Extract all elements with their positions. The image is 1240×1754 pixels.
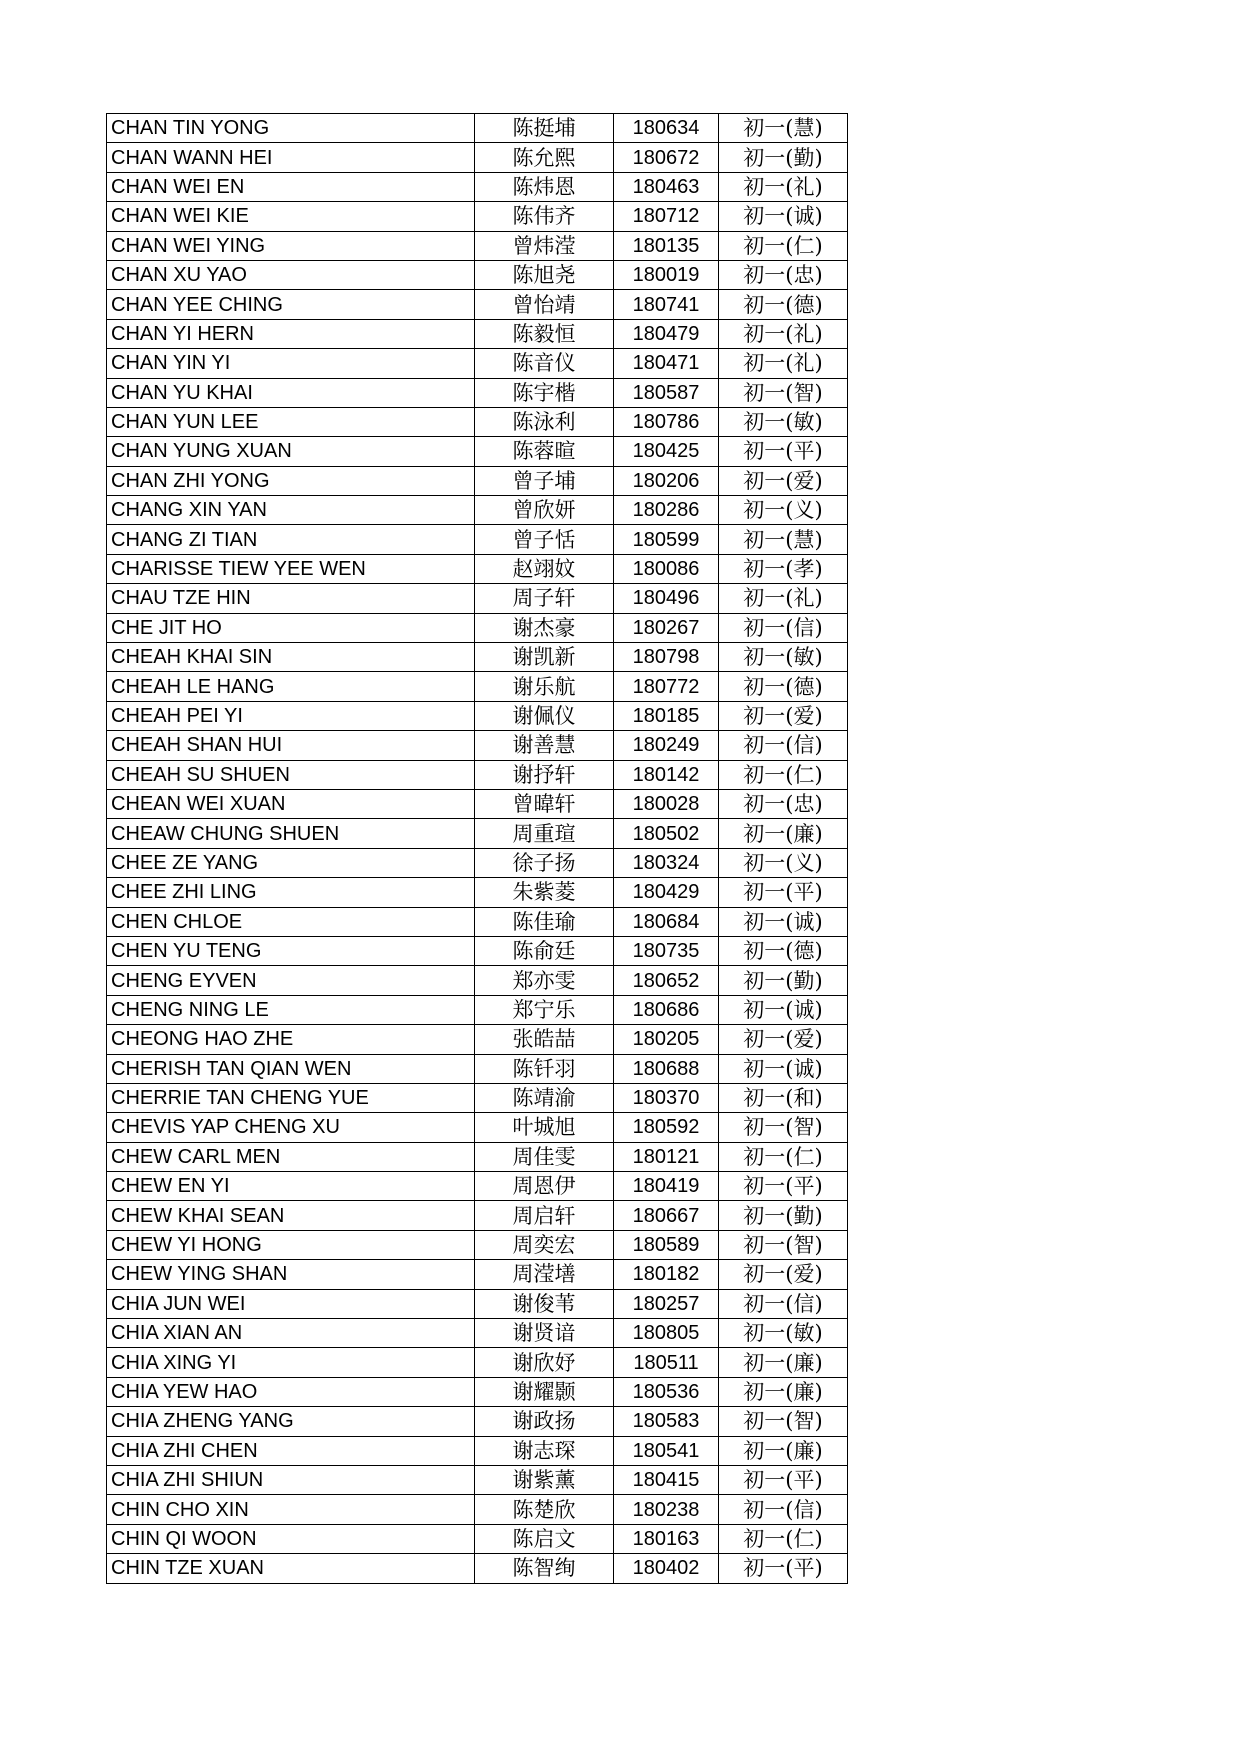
table-row <box>107 1319 848 1348</box>
table-row <box>107 760 848 789</box>
class-cell: 初一(平) <box>719 1172 848 1201</box>
chinese-name-cell: 周恩伊 <box>475 1172 614 1201</box>
student-name-cell: CHAN WEI EN <box>107 172 475 201</box>
class-cell: 初一(敏) <box>719 407 848 436</box>
chinese-name-cell: 谢凯新 <box>475 643 614 672</box>
table-row <box>107 143 848 172</box>
student-name-cell: CHEE ZHI LING <box>107 878 475 907</box>
table-row <box>107 1495 848 1524</box>
class-cell: 初一(慧) <box>719 525 848 554</box>
student-name-cell: CHIN QI WOON <box>107 1524 475 1553</box>
student-id-cell: 180286 <box>614 496 719 525</box>
chinese-name-cell: 曾子恬 <box>475 525 614 554</box>
student-id-cell: 180086 <box>614 554 719 583</box>
class-cell: 初一(勤) <box>719 143 848 172</box>
table-row <box>107 1172 848 1201</box>
student-name-cell: CHAN WEI YING <box>107 231 475 260</box>
class-cell: 初一(爱) <box>719 466 848 495</box>
class-cell: 初一(勤) <box>719 1201 848 1230</box>
chinese-name-cell: 赵翊妏 <box>475 554 614 583</box>
student-name-cell: CHAU TZE HIN <box>107 584 475 613</box>
student-name-cell: CHIA XIAN AN <box>107 1319 475 1348</box>
student-id-cell: 180684 <box>614 907 719 936</box>
table-row <box>107 378 848 407</box>
table-row <box>107 525 848 554</box>
chinese-name-cell: 陈启文 <box>475 1524 614 1553</box>
student-id-cell: 180786 <box>614 407 719 436</box>
class-cell: 初一(爱) <box>719 1025 848 1054</box>
table-row <box>107 878 848 907</box>
student-id-cell: 180163 <box>614 1524 719 1553</box>
student-name-cell: CHAN XU YAO <box>107 260 475 289</box>
table-row <box>107 1230 848 1259</box>
student-id-cell: 180735 <box>614 936 719 965</box>
student-name-cell: CHIN TZE XUAN <box>107 1554 475 1583</box>
student-name-cell: CHEW EN YI <box>107 1172 475 1201</box>
table-row <box>107 1260 848 1289</box>
chinese-name-cell: 陈旭尧 <box>475 260 614 289</box>
student-name-cell: CHENG EYVEN <box>107 966 475 995</box>
class-cell: 初一(慧) <box>719 114 848 143</box>
table-row <box>107 848 848 877</box>
student-name-cell: CHIA YEW HAO <box>107 1377 475 1406</box>
student-name-cell: CHAN TIN YONG <box>107 114 475 143</box>
table-row <box>107 936 848 965</box>
chinese-name-cell: 谢抒轩 <box>475 760 614 789</box>
class-cell: 初一(廉) <box>719 819 848 848</box>
chinese-name-cell: 谢杰豪 <box>475 613 614 642</box>
class-cell: 初一(平) <box>719 1465 848 1494</box>
student-name-cell: CHARISSE TIEW YEE WEN <box>107 554 475 583</box>
student-id-cell: 180238 <box>614 1495 719 1524</box>
student-name-cell: CHEVIS YAP CHENG XU <box>107 1113 475 1142</box>
table-row <box>107 995 848 1024</box>
class-cell: 初一(廉) <box>719 1348 848 1377</box>
class-cell: 初一(义) <box>719 496 848 525</box>
student-name-cell: CHERISH TAN QIAN WEN <box>107 1054 475 1083</box>
student-id-cell: 180589 <box>614 1230 719 1259</box>
chinese-name-cell: 曾欣妍 <box>475 496 614 525</box>
student-id-cell: 180471 <box>614 349 719 378</box>
student-name-cell: CHEONG HAO ZHE <box>107 1025 475 1054</box>
chinese-name-cell: 陈智绚 <box>475 1554 614 1583</box>
student-id-cell: 180772 <box>614 672 719 701</box>
student-name-cell: CHANG XIN YAN <box>107 496 475 525</box>
student-id-cell: 180741 <box>614 290 719 319</box>
chinese-name-cell: 谢乐航 <box>475 672 614 701</box>
table-row <box>107 172 848 201</box>
student-id-cell: 180583 <box>614 1407 719 1436</box>
class-cell: 初一(忠) <box>719 260 848 289</box>
chinese-name-cell: 谢俊苇 <box>475 1289 614 1318</box>
student-name-cell: CHAN YUNG XUAN <box>107 437 475 466</box>
table-row <box>107 789 848 818</box>
student-name-cell: CHANG ZI TIAN <box>107 525 475 554</box>
chinese-name-cell: 陈靖渝 <box>475 1083 614 1112</box>
student-id-cell: 180429 <box>614 878 719 907</box>
chinese-name-cell: 陈挺埔 <box>475 114 614 143</box>
student-name-cell: CHEW CARL MEN <box>107 1142 475 1171</box>
student-id-cell: 180019 <box>614 260 719 289</box>
table-row <box>107 907 848 936</box>
student-name-cell: CHENG NING LE <box>107 995 475 1024</box>
student-id-cell: 180798 <box>614 643 719 672</box>
class-cell: 初一(智) <box>719 378 848 407</box>
student-name-cell: CHAN YEE CHING <box>107 290 475 319</box>
table-row <box>107 554 848 583</box>
student-name-cell: CHIA ZHENG YANG <box>107 1407 475 1436</box>
table-row <box>107 319 848 348</box>
student-id-cell: 180541 <box>614 1436 719 1465</box>
student-name-cell: CHAN YU KHAI <box>107 378 475 407</box>
class-cell: 初一(敏) <box>719 643 848 672</box>
student-id-cell: 180805 <box>614 1319 719 1348</box>
table-row <box>107 1201 848 1230</box>
table-row <box>107 1554 848 1583</box>
student-roster-table <box>106 113 848 1584</box>
chinese-name-cell: 陈宇楷 <box>475 378 614 407</box>
student-id-cell: 180511 <box>614 1348 719 1377</box>
chinese-name-cell: 陈毅恒 <box>475 319 614 348</box>
student-name-cell: CHE JIT HO <box>107 613 475 642</box>
student-id-cell: 180672 <box>614 143 719 172</box>
student-id-cell: 180425 <box>614 437 719 466</box>
table-row <box>107 1083 848 1112</box>
chinese-name-cell: 谢政扬 <box>475 1407 614 1436</box>
table-row <box>107 672 848 701</box>
student-name-cell: CHERRIE TAN CHENG YUE <box>107 1083 475 1112</box>
student-id-cell: 180182 <box>614 1260 719 1289</box>
class-cell: 初一(礼) <box>719 319 848 348</box>
table-row <box>107 1025 848 1054</box>
class-cell: 初一(平) <box>719 437 848 466</box>
chinese-name-cell: 陈俞廷 <box>475 936 614 965</box>
table-row <box>107 290 848 319</box>
table-row <box>107 466 848 495</box>
student-name-cell: CHAN ZHI YONG <box>107 466 475 495</box>
student-name-cell: CHEE ZE YANG <box>107 848 475 877</box>
table-row <box>107 701 848 730</box>
chinese-name-cell: 周子轩 <box>475 584 614 613</box>
chinese-name-cell: 周佳雯 <box>475 1142 614 1171</box>
student-name-cell: CHEAH KHAI SIN <box>107 643 475 672</box>
chinese-name-cell: 谢善慧 <box>475 731 614 760</box>
table-row <box>107 1407 848 1436</box>
class-cell: 初一(信) <box>719 1289 848 1318</box>
chinese-name-cell: 陈佳瑜 <box>475 907 614 936</box>
class-cell: 初一(信) <box>719 613 848 642</box>
class-cell: 初一(仁) <box>719 760 848 789</box>
table-row <box>107 349 848 378</box>
student-name-cell: CHIA JUN WEI <box>107 1289 475 1318</box>
table-row <box>107 1524 848 1553</box>
table-row <box>107 643 848 672</box>
table-row <box>107 1348 848 1377</box>
student-id-cell: 180634 <box>614 114 719 143</box>
class-cell: 初一(智) <box>719 1113 848 1142</box>
chinese-name-cell: 谢志琛 <box>475 1436 614 1465</box>
chinese-name-cell: 周奕宏 <box>475 1230 614 1259</box>
student-name-cell: CHAN WANN HEI <box>107 143 475 172</box>
student-id-cell: 180599 <box>614 525 719 554</box>
table-row <box>107 1113 848 1142</box>
chinese-name-cell: 谢紫薰 <box>475 1465 614 1494</box>
chinese-name-cell: 陈泳利 <box>475 407 614 436</box>
table-row <box>107 1436 848 1465</box>
class-cell: 初一(诚) <box>719 907 848 936</box>
table-row <box>107 437 848 466</box>
class-cell: 初一(孝) <box>719 554 848 583</box>
student-id-cell: 180463 <box>614 172 719 201</box>
student-id-cell: 180267 <box>614 613 719 642</box>
student-id-cell: 180667 <box>614 1201 719 1230</box>
student-id-cell: 180712 <box>614 202 719 231</box>
student-id-cell: 180496 <box>614 584 719 613</box>
student-name-cell: CHIA ZHI SHIUN <box>107 1465 475 1494</box>
chinese-name-cell: 陈音仪 <box>475 349 614 378</box>
table-row <box>107 231 848 260</box>
chinese-name-cell: 陈允熙 <box>475 143 614 172</box>
student-id-cell: 180142 <box>614 760 719 789</box>
student-id-cell: 180370 <box>614 1083 719 1112</box>
chinese-name-cell: 谢佩仪 <box>475 701 614 730</box>
table-row <box>107 407 848 436</box>
student-id-cell: 180121 <box>614 1142 719 1171</box>
table-row <box>107 966 848 995</box>
chinese-name-cell: 徐子扬 <box>475 848 614 877</box>
student-name-cell: CHIA ZHI CHEN <box>107 1436 475 1465</box>
student-name-cell: CHAN YI HERN <box>107 319 475 348</box>
class-cell: 初一(礼) <box>719 349 848 378</box>
student-name-cell: CHAN WEI KIE <box>107 202 475 231</box>
student-name-cell: CHEAH PEI YI <box>107 701 475 730</box>
class-cell: 初一(平) <box>719 1554 848 1583</box>
student-id-cell: 180206 <box>614 466 719 495</box>
chinese-name-cell: 郑亦雯 <box>475 966 614 995</box>
class-cell: 初一(信) <box>719 1495 848 1524</box>
table-row <box>107 819 848 848</box>
chinese-name-cell: 谢欣妤 <box>475 1348 614 1377</box>
student-id-cell: 180249 <box>614 731 719 760</box>
class-cell: 初一(勤) <box>719 966 848 995</box>
chinese-name-cell: 陈炜恩 <box>475 172 614 201</box>
class-cell: 初一(廉) <box>719 1436 848 1465</box>
class-cell: 初一(义) <box>719 848 848 877</box>
student-id-cell: 180415 <box>614 1465 719 1494</box>
class-cell: 初一(信) <box>719 731 848 760</box>
student-name-cell: CHEN CHLOE <box>107 907 475 936</box>
chinese-name-cell: 曾炜滢 <box>475 231 614 260</box>
table-row <box>107 731 848 760</box>
class-cell: 初一(诚) <box>719 1054 848 1083</box>
class-cell: 初一(廉) <box>719 1377 848 1406</box>
student-name-cell: CHIN CHO XIN <box>107 1495 475 1524</box>
student-id-cell: 180587 <box>614 378 719 407</box>
student-id-cell: 180502 <box>614 819 719 848</box>
chinese-name-cell: 谢贤谙 <box>475 1319 614 1348</box>
chinese-name-cell: 张皓喆 <box>475 1025 614 1054</box>
chinese-name-cell: 朱紫菱 <box>475 878 614 907</box>
student-id-cell: 180028 <box>614 789 719 818</box>
class-cell: 初一(礼) <box>719 172 848 201</box>
class-cell: 初一(仁) <box>719 1524 848 1553</box>
class-cell: 初一(智) <box>719 1407 848 1436</box>
student-name-cell: CHAN YUN LEE <box>107 407 475 436</box>
student-name-cell: CHEAH SU SHUEN <box>107 760 475 789</box>
class-cell: 初一(爱) <box>719 701 848 730</box>
student-name-cell: CHEAH SHAN HUI <box>107 731 475 760</box>
class-cell: 初一(德) <box>719 290 848 319</box>
student-roster-body <box>107 114 848 1584</box>
chinese-name-cell: 陈蓉暄 <box>475 437 614 466</box>
table-row <box>107 613 848 642</box>
class-cell: 初一(诚) <box>719 202 848 231</box>
student-name-cell: CHAN YIN YI <box>107 349 475 378</box>
table-row <box>107 1054 848 1083</box>
chinese-name-cell: 周重瑄 <box>475 819 614 848</box>
chinese-name-cell: 陈钎羽 <box>475 1054 614 1083</box>
class-cell: 初一(忠) <box>719 789 848 818</box>
chinese-name-cell: 陈楚欣 <box>475 1495 614 1524</box>
class-cell: 初一(礼) <box>719 584 848 613</box>
student-id-cell: 180257 <box>614 1289 719 1318</box>
student-id-cell: 180419 <box>614 1172 719 1201</box>
student-name-cell: CHEW YI HONG <box>107 1230 475 1259</box>
class-cell: 初一(和) <box>719 1083 848 1112</box>
class-cell: 初一(仁) <box>719 1142 848 1171</box>
table-row <box>107 114 848 143</box>
chinese-name-cell: 周滢墡 <box>475 1260 614 1289</box>
chinese-name-cell: 叶城旭 <box>475 1113 614 1142</box>
table-row <box>107 1289 848 1318</box>
student-id-cell: 180688 <box>614 1054 719 1083</box>
student-name-cell: CHIA XING YI <box>107 1348 475 1377</box>
table-row <box>107 584 848 613</box>
student-name-cell: CHEAN WEI XUAN <box>107 789 475 818</box>
student-id-cell: 180185 <box>614 701 719 730</box>
student-name-cell: CHEAW CHUNG SHUEN <box>107 819 475 848</box>
class-cell: 初一(智) <box>719 1230 848 1259</box>
table-row <box>107 1465 848 1494</box>
student-name-cell: CHEAH LE HANG <box>107 672 475 701</box>
table-row <box>107 1377 848 1406</box>
chinese-name-cell: 郑宁乐 <box>475 995 614 1024</box>
table-row <box>107 496 848 525</box>
chinese-name-cell: 陈伟齐 <box>475 202 614 231</box>
student-id-cell: 180205 <box>614 1025 719 1054</box>
student-id-cell: 180536 <box>614 1377 719 1406</box>
class-cell: 初一(敏) <box>719 1319 848 1348</box>
chinese-name-cell: 曾怡靖 <box>475 290 614 319</box>
class-cell: 初一(德) <box>719 936 848 965</box>
chinese-name-cell: 周启轩 <box>475 1201 614 1230</box>
student-id-cell: 180686 <box>614 995 719 1024</box>
chinese-name-cell: 曾暐轩 <box>475 789 614 818</box>
student-name-cell: CHEW KHAI SEAN <box>107 1201 475 1230</box>
table-row <box>107 202 848 231</box>
student-name-cell: CHEN YU TENG <box>107 936 475 965</box>
student-id-cell: 180135 <box>614 231 719 260</box>
student-id-cell: 180402 <box>614 1554 719 1583</box>
student-name-cell: CHEW YING SHAN <box>107 1260 475 1289</box>
chinese-name-cell: 曾子埔 <box>475 466 614 495</box>
class-cell: 初一(仁) <box>719 231 848 260</box>
student-id-cell: 180479 <box>614 319 719 348</box>
class-cell: 初一(德) <box>719 672 848 701</box>
student-id-cell: 180592 <box>614 1113 719 1142</box>
table-row <box>107 1142 848 1171</box>
chinese-name-cell: 谢耀颢 <box>475 1377 614 1406</box>
class-cell: 初一(诚) <box>719 995 848 1024</box>
student-id-cell: 180652 <box>614 966 719 995</box>
class-cell: 初一(平) <box>719 878 848 907</box>
class-cell: 初一(爱) <box>719 1260 848 1289</box>
student-id-cell: 180324 <box>614 848 719 877</box>
table-row <box>107 260 848 289</box>
